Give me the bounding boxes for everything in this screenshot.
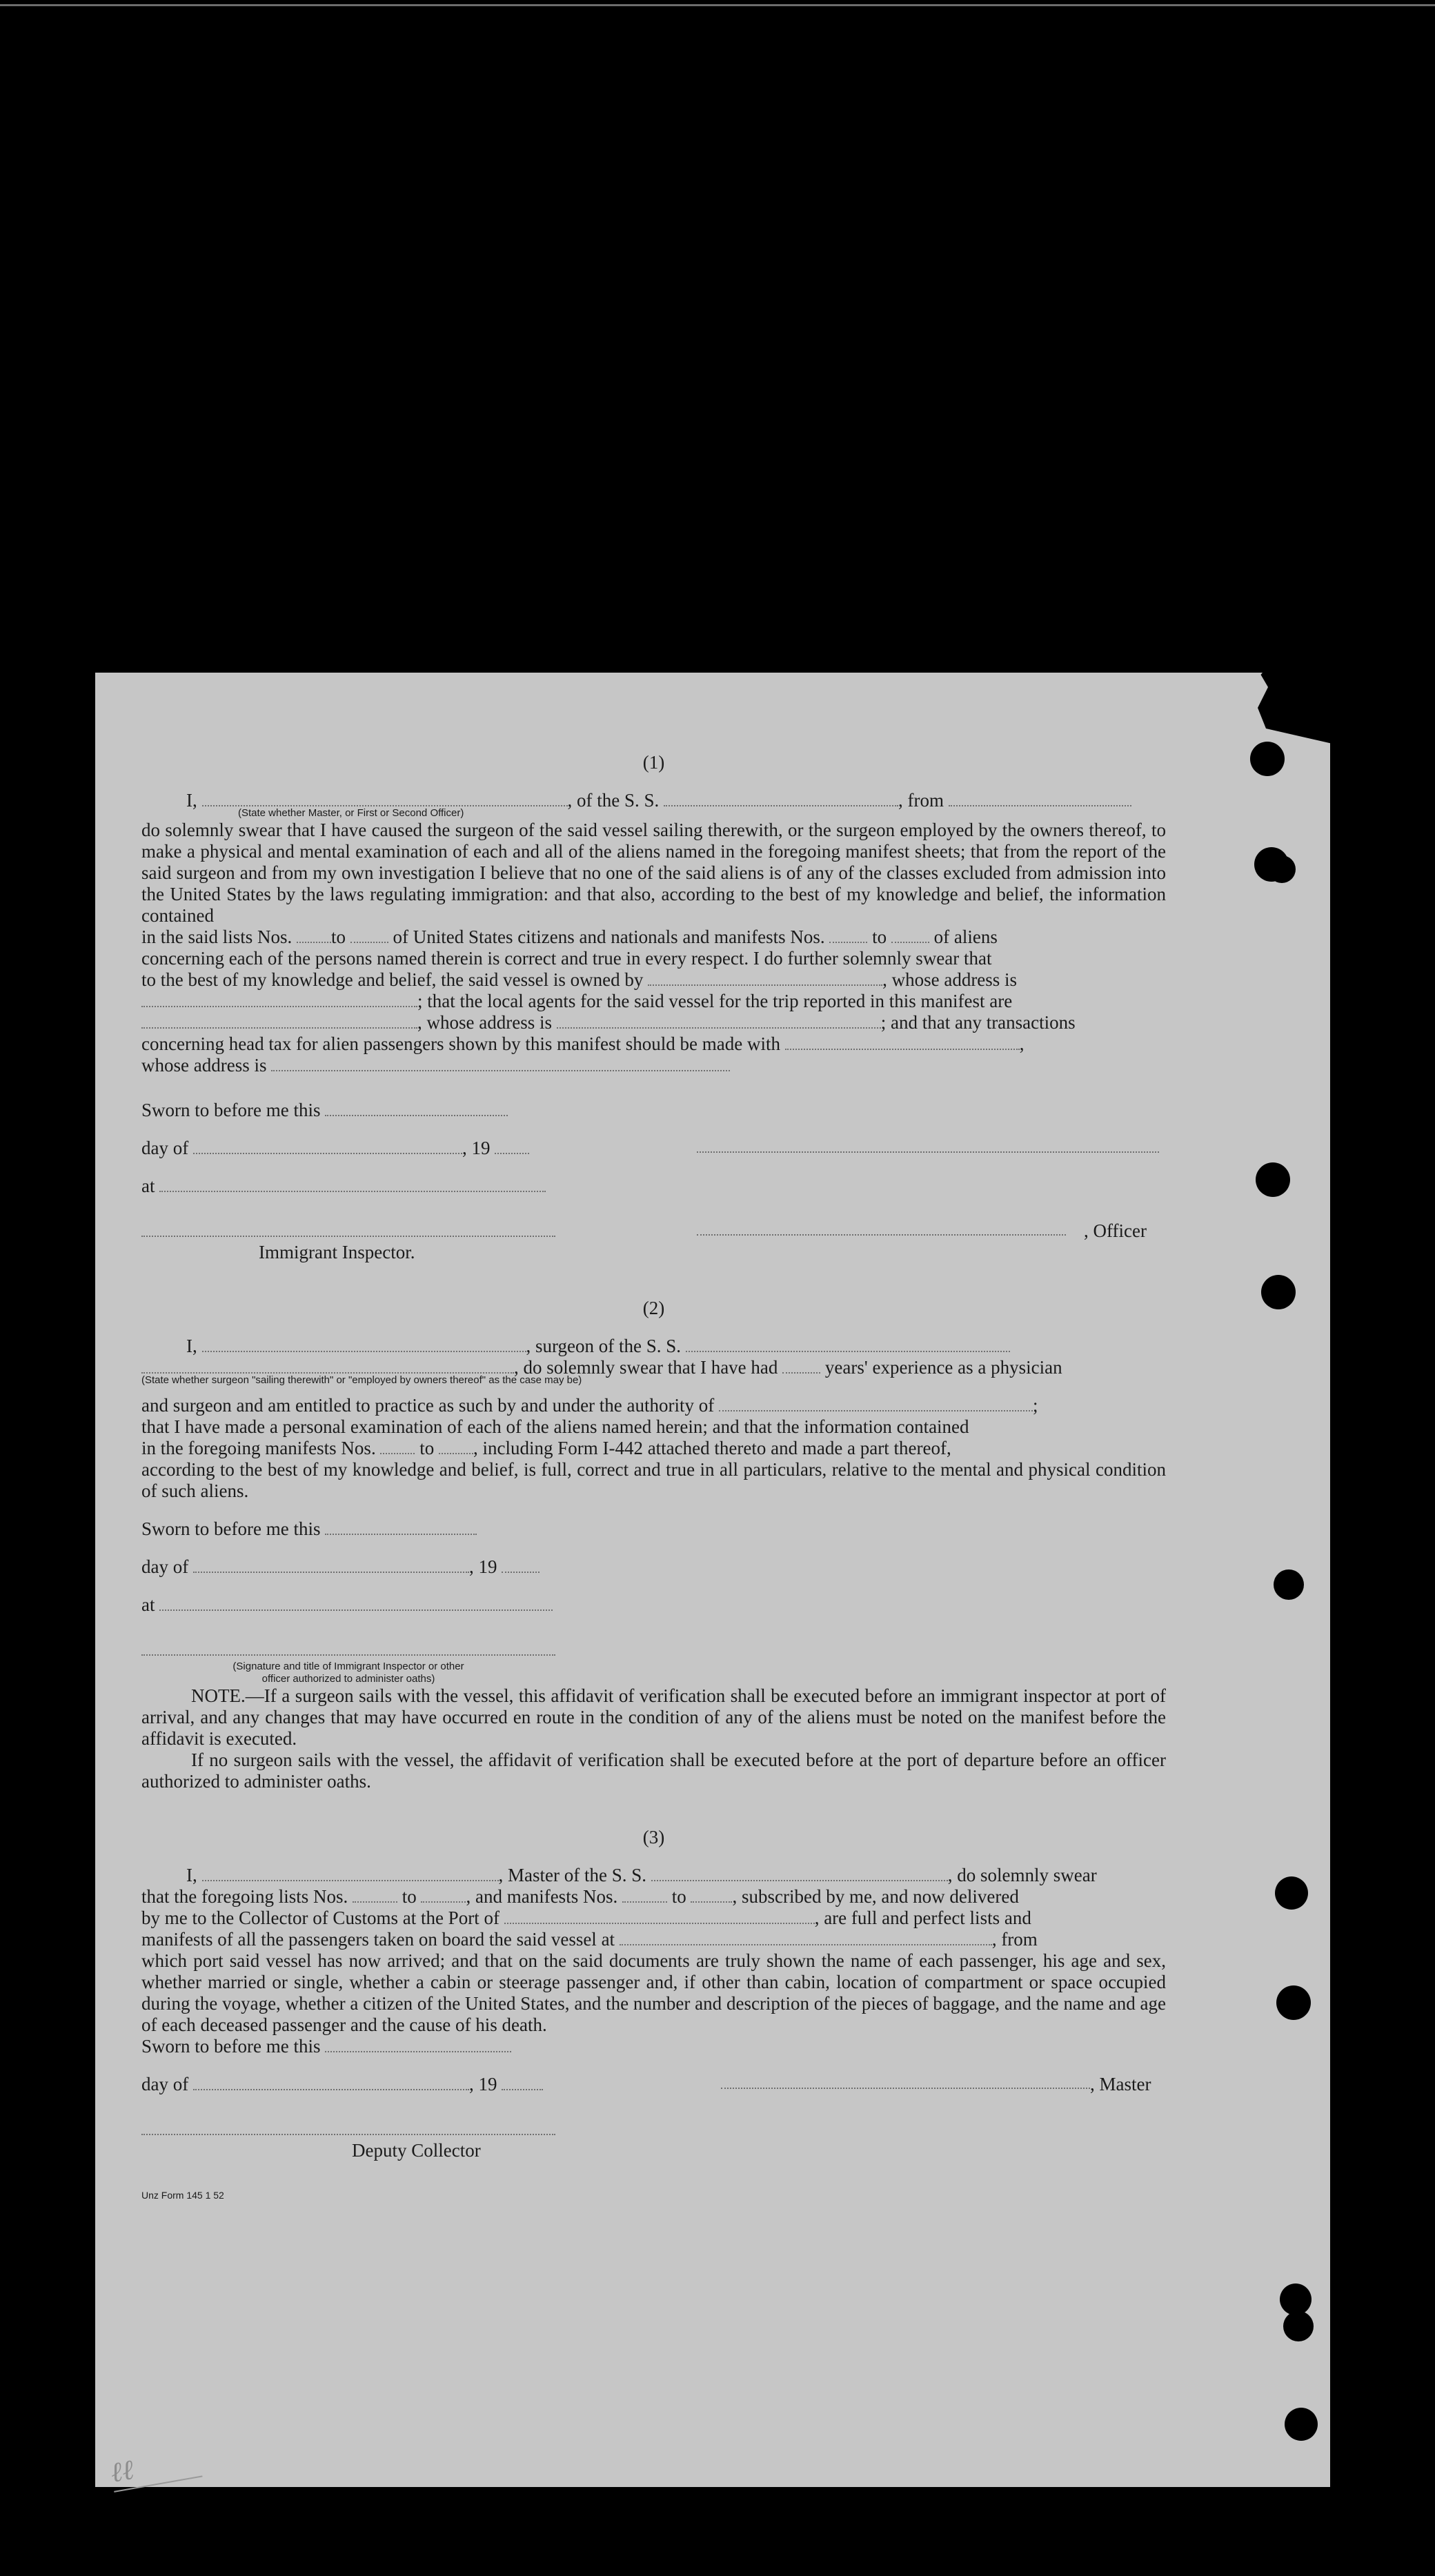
s3-port-label: by me to the Collector of Customs at the Port of (141, 1908, 499, 1928)
s3-master-signature-field[interactable] (721, 2074, 1090, 2089)
s2-note-paragraph: NOTE.—If a surgeon sails with the vessel, this affidavit of verification shall be executed before an immigrant inspector at port of arrival, and any changes that may have occurred en route in the condition of any of the aliens must be noted on the manifest before the affidavit is executed. (141, 1685, 1166, 1749)
s2-inspector-signature-field[interactable] (141, 1641, 555, 1656)
s2-day-of-label: day of (141, 1556, 189, 1577)
s3-lists-label: that the foregoing lists Nos. (141, 1886, 348, 1907)
s2-sworn-day-field[interactable] (325, 1520, 477, 1535)
s2-note-paragraph-2: If no surgeon sails with the vessel, the affidavit of verification shall be executed before at the port of departure before an officer authorized to administer oaths. (141, 1750, 1166, 1792)
s2-surgeon-type-field[interactable] (141, 1358, 514, 1374)
punch-hole (1250, 742, 1285, 776)
s3-to-label: to (402, 1886, 417, 1907)
s1-month-field[interactable] (193, 1139, 462, 1154)
s1-sworn-label: Sworn to before me this (141, 1100, 321, 1120)
s2-vessel-name-field[interactable] (686, 1337, 1010, 1352)
punch-hole (1274, 1569, 1304, 1600)
s3-month-field[interactable] (193, 2075, 469, 2090)
s1-lists-from-field[interactable] (297, 928, 331, 943)
s1-paragraph: do solemnly swear that I have caused the surgeon of the said vessel sailing therewith, or the surgeon employed by the owners thereof, to make a physical and mental examination of each and all of the aliens named in the foregoing manifest sheets; that from the report of the said surgeon and from my own investigation I believe that no one of the said aliens is of any of the classes excluded from admission into the United States by the laws regulating immigration: and that also, according to the best of my knowledge and belief, the information contained (141, 820, 1166, 926)
punch-hole (1256, 1162, 1290, 1197)
s1-state-note: (State whether Master, or First or Second Officer) (238, 807, 464, 819)
s1-agents-field[interactable] (141, 1013, 417, 1029)
s1-i-label: I, (186, 790, 197, 811)
s1-officer-label: , Officer (1084, 1220, 1147, 1241)
s3-collector-signature-field[interactable] (141, 2120, 555, 2135)
s3-sworn-label: Sworn to before me this (141, 2036, 321, 2057)
s1-owner-address-field[interactable] (141, 992, 417, 1007)
s3-embark-port-field[interactable] (620, 1930, 992, 1945)
s2-year-field[interactable] (502, 1558, 540, 1573)
s3-lists-to-field[interactable] (421, 1888, 466, 1903)
s1-head-tax-label: concerning head tax for alien passengers shown by this manifest should be made with (141, 1033, 781, 1054)
s3-master-name-field[interactable] (202, 1866, 499, 1881)
section-2-number: (2) (642, 1298, 665, 1318)
s3-sworn-day-field[interactable] (325, 2037, 511, 2052)
s1-whose-address-label: , whose address is (882, 969, 1018, 990)
s3-manifests-label: , and manifests Nos. (466, 1886, 618, 1907)
s1-of-aliens-label: of aliens (933, 927, 998, 947)
punch-hole (1280, 2283, 1312, 2315)
s1-transactions-label: ; and that any transactions (880, 1012, 1076, 1033)
handwritten-mark: ℓℓ (108, 2441, 202, 2493)
s3-taken-on-board-label: manifests of all the passengers taken on board the said vessel at (141, 1929, 615, 1950)
s1-vessel-name-field[interactable] (664, 791, 898, 806)
s2-year-label: , 19 (468, 1556, 497, 1577)
s1-year-label: , 19 (462, 1138, 491, 1158)
s1-agents-address-field[interactable] (557, 1013, 881, 1029)
s1-from-label: , from (898, 790, 944, 811)
punch-hole (1275, 1876, 1308, 1910)
s2-manifests-label: in the foregoing manifests Nos. (141, 1438, 376, 1458)
s3-lists-from-field[interactable] (353, 1888, 397, 1903)
punch-hole (1268, 855, 1296, 883)
s2-form-label: , including Form I-442 attached thereto and made a part thereof, (473, 1438, 951, 1458)
s3-port-field[interactable] (504, 1909, 815, 1924)
s1-local-agents-label: ; that the local agents for the said vessel for the trip reported in this manifest are (417, 991, 1013, 1011)
s1-from-port-field[interactable] (949, 791, 1131, 806)
s2-swear-label: , do solemnly swear that I have had (514, 1357, 778, 1378)
s2-state-note: (State whether surgeon "sailing therewith" or "employed by owners thereof" as the case may be) (141, 1374, 582, 1386)
s3-manifests-from-field[interactable] (622, 1888, 667, 1903)
s2-manifests-to-field[interactable] (439, 1439, 473, 1454)
s2-authority-field[interactable] (719, 1396, 1033, 1411)
form-number: Unz Form 145 1 52 (141, 2190, 224, 2201)
s1-to-label-2: to (872, 927, 887, 947)
s1-lists-to-field[interactable] (350, 928, 388, 943)
s1-of-ss-label: , of the S. S. (567, 790, 660, 811)
s1-officer-signature-field[interactable] (697, 1138, 1159, 1153)
s2-years-field[interactable] (782, 1358, 820, 1374)
s1-manifests-from-field[interactable] (829, 928, 867, 943)
punch-hole (1283, 2311, 1314, 2341)
s1-whose-address-label-2: whose address is (141, 1055, 267, 1076)
s1-head-tax-address-field[interactable] (271, 1056, 730, 1071)
s2-authority-label: and surgeon and am entitled to practice as such by and under the authority of (141, 1395, 715, 1416)
s2-years-label: years' experience as a physician (824, 1357, 1062, 1378)
s3-paragraph: which port said vessel has now arrived; and that on the said documents are truly shown the name of each passenger, his age and sex, whether married or single, whether a cabin or steerage passenger and, if other than cabin, location of compartment or space occupied during the voyage, whether a citizen of the United States, and the number and description of the pieces of baggage, and the name and age of each deceased passenger and the cause of his death. (141, 1950, 1166, 2035)
s2-i-label: I, (186, 1336, 197, 1356)
s2-at-label: at (141, 1594, 155, 1615)
section-1-number: (1) (642, 752, 665, 773)
top-edge-line (0, 4, 1435, 6)
s3-subscribed-label: , subscribed by me, and now delivered (732, 1886, 1019, 1907)
section-3-number: (3) (642, 1827, 665, 1847)
s1-head-tax-field[interactable] (785, 1035, 1020, 1050)
affidavit-text-block: (1) I, , of the S. S. , from (State whether Master, or First or Second Officer) do solemnly swear that I have caused the surgeon of the said vessel sailing therewith, or the surgeon employed by the owners thereof, to make a physical and mental examination of each and all of the aliens named in the foregoing manifest sheets; that from the report of the said surgeon and from my own investigation I believe that no one of the said aliens is of any of the classes excluded from admission into the United States by the laws regulating immigration: and that also, according to the best of my knowledge and belief, the information contained in the said lists Nos. to of United States citizens and nationals and manifests Nos. to of aliens concerning each of the persons named therein is correct and true in every respect. I do further solemnly swear that to the best of my knowledge and belief, the said vessel is owned by , whose address is ; that the local agents for the said vessel for the trip reported in this manifest are , whose address is ; and that any transactions concerning head tax for alien passengers shown by this manifest should be made with , whose address is Sworn to before me this day of , 19 at , Officer Immigrant Inspector. (2) I, , surgeon of the S. S. , do solemnly swear that I have had years' experience as a physician (State whether surgeon "sailing therewith" or "employed by owners thereof" as the case may be) and surgeon and am entitled to practice as such by and under the authority of ; that I have made a personal examination of each of the aliens named herein; and that the information contained in the foregoing manifests Nos. to , including Form I-442 attached thereto and made a part thereof, according to the best of my knowledge and belief, is full, correct and true in all particulars, relative to the mental and physical condition of such aliens. Sworn to before me this day of , 19 at (Signature and title of Immigrant Inspector or other officer authorized to administer oaths) NOTE.—If a surgeon sails with the vessel, this affidavit of verification shall be executed before an immigrant inspector at port of arrival, and any changes that may have occurred en route in the condition of any of the aliens must be noted on the manifest before the affidavit is executed. If no surgeon sails with the vessel, the affidavit of verification shall be executed before at the port of departure before an officer authorized to administer oaths. (3) I, , Master of the S. S. , do solemnly swear that the foregoing lists Nos. to , and manifests Nos. to , subscribed by me, and now delivered by me to the Collector of Customs at the Port of , are full and perfect lists and manifests of all the passengers taken on board the said vessel at , from which port said vessel has now arrived; and that on the said documents are truly shown the name of each passenger, his age and sex, whether married or single, whether a cabin or steerage passenger and, if other than cabin, location of compartment or space occupied during the voyage, whether a citizen of the United States, and the number and description of the pieces of baggage, and the name and age of each deceased passenger and the cause of his death. Sworn to before me this day of , 19 , Master Deputy Collector Unz Form 145 1 52 (141, 752, 1166, 2206)
s1-manifests-label: of United States citizens and nationals and manifests Nos. (393, 927, 825, 947)
s2-at-field[interactable] (159, 1596, 553, 1611)
s3-year-label: , 19 (468, 2074, 497, 2094)
s1-day-of-label: day of (141, 1138, 189, 1158)
s2-sig-note-2: officer authorized to administer oaths) (261, 1673, 435, 1685)
punch-hole (1285, 2408, 1318, 2441)
s1-sworn-day-field[interactable] (325, 1101, 508, 1116)
s3-master-of-label: , Master of the S. S. (498, 1865, 646, 1885)
s1-officer-name-field[interactable] (202, 791, 568, 806)
s2-sworn-label: Sworn to before me this (141, 1518, 321, 1539)
s3-full-perfect-label: , are full and perfect lists and (814, 1908, 1031, 1928)
s3-to-label-2: to (671, 1886, 686, 1907)
s2-month-field[interactable] (193, 1558, 469, 1573)
s2-sig-note-1: (Signature and title of Immigrant Inspector or other (232, 1661, 464, 1672)
s3-vessel-name-field[interactable] (651, 1866, 948, 1881)
punch-hole (1276, 1985, 1311, 2020)
s1-owned-by-label: to the best of my knowledge and belief, the said vessel is owned by (141, 969, 644, 990)
s1-owner-field[interactable] (648, 971, 882, 986)
s1-inspector-label: Immigrant Inspector. (259, 1242, 415, 1262)
s3-i-label: I, (186, 1865, 197, 1885)
s1-at-label: at (141, 1176, 155, 1196)
s1-to-label: to (331, 927, 346, 947)
s2-manifests-from-field[interactable] (380, 1439, 415, 1454)
s2-semicolon: ; (1033, 1395, 1038, 1416)
s1-inspector-signature-field[interactable] (141, 1222, 555, 1237)
s2-surgeon-of-label: , surgeon of the S. S. (526, 1336, 682, 1356)
s1-year-field[interactable] (495, 1139, 529, 1154)
s2-to-label: to (419, 1438, 435, 1458)
s3-day-of-label: day of (141, 2074, 189, 2094)
s3-from-label: , from (991, 1929, 1038, 1950)
s3-master-label: , Master (1090, 2074, 1151, 2094)
s1-lists-label: in the said lists Nos. (141, 927, 293, 947)
s2-line-4: according to the best of my knowledge and belief, is full, correct and true in all particulars, relative to the mental and physical condition of such aliens. (141, 1459, 1166, 1501)
s3-swear-label: , do solemnly swear (947, 1865, 1097, 1885)
s1-line-3: concerning each of the persons named therein is correct and true in every respect. I do further solemnly swear that (141, 948, 992, 969)
s2-surgeon-name-field[interactable] (202, 1337, 526, 1352)
punch-hole (1261, 1275, 1296, 1309)
s1-manifests-to-field[interactable] (891, 928, 929, 943)
s1-at-field[interactable] (159, 1177, 546, 1192)
s3-year-field[interactable] (502, 2075, 543, 2090)
s3-deputy-collector-label: Deputy Collector (352, 2140, 481, 2161)
s3-manifests-to-field[interactable] (691, 1888, 732, 1903)
s1-officer-title-field[interactable] (697, 1220, 1066, 1236)
s2-line-2: that I have made a personal examination of each of the aliens named herein; and that the information contained (141, 1416, 969, 1437)
s1-agents-address-label: , whose address is (417, 1012, 552, 1033)
